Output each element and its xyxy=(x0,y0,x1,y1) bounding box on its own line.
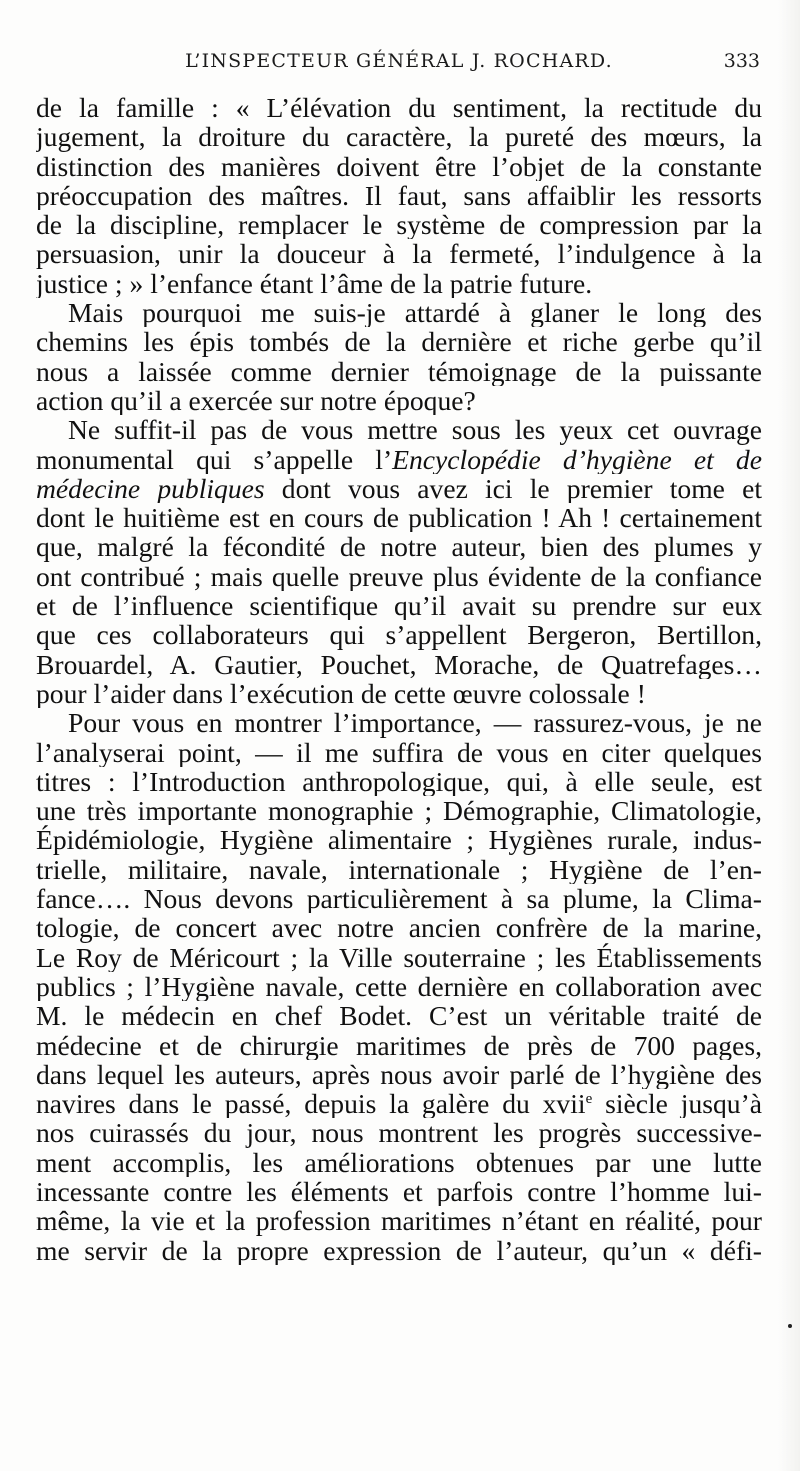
text-line xyxy=(36,1177,762,1206)
text-segment: de la famille : « L’élévation du sentiment, la rectitude du xyxy=(36,93,762,123)
text-line xyxy=(36,181,762,210)
text-line xyxy=(36,943,762,972)
text-line xyxy=(36,152,762,181)
text-segment: publics ; l’Hygiène navale, cette dernière en collaboration avec xyxy=(36,971,762,1002)
text-line xyxy=(36,327,762,356)
text-segment: incessante contre les éléments et parfois contre l’homme lui- xyxy=(36,1176,762,1207)
text-line xyxy=(36,445,762,474)
text-line xyxy=(36,357,762,386)
text-line xyxy=(36,386,762,415)
text-line xyxy=(36,532,762,561)
text-line xyxy=(36,708,762,737)
text-line xyxy=(36,239,762,268)
text-segment: Mais pourquoi me suis-je attardé à glaner le long des xyxy=(68,298,762,328)
text-segment: dont vous avez ici le premier tome et xyxy=(264,473,762,504)
text-segment: distinction des manières doivent être l’objet de la constante xyxy=(36,151,762,181)
text-segment: me servir de la propre expression de l’auteur, qu’un « défi- xyxy=(36,1235,762,1265)
text-line xyxy=(36,93,762,122)
text-line xyxy=(36,825,762,854)
text-line xyxy=(36,122,762,151)
superscript: e xyxy=(585,1090,593,1107)
text-line xyxy=(36,1206,762,1235)
text-line xyxy=(36,591,762,620)
text-line xyxy=(36,1001,762,1030)
text-segment: siècle jusqu’à xyxy=(592,1089,762,1119)
text-segment: tologie, de concert avec notre ancien confrère de la marine, xyxy=(36,913,762,943)
text-line xyxy=(36,913,762,942)
text-segment: ment accomplis, les améliorations obtenues par une lutte xyxy=(36,1147,762,1177)
text-segment: jugement, la droiture du caractère, la pureté des mœurs, la xyxy=(36,122,762,152)
text-segment: Épidémiologie, Hygiène alimentaire ; Hygiènes rurale, indus- xyxy=(36,825,762,855)
text-segment: que ces collaborateurs qui s’appellent Bergeron, Bertillon, xyxy=(36,620,762,650)
text-segment: médecine et de chirurgie maritimes de près de 700 pages, xyxy=(36,1030,762,1060)
text-line xyxy=(36,767,762,796)
margin-dot-mark xyxy=(788,1324,792,1328)
text-line xyxy=(36,474,762,503)
text-line xyxy=(36,1089,762,1118)
text-segment: persuasion, unir la douceur à la fermeté, l’indulgence à la xyxy=(36,239,762,269)
text-segment: dont le huitième est en cours de publication ! Ah ! certainement xyxy=(36,503,762,533)
text-line xyxy=(36,650,762,679)
text-segment: que, malgré la fécondité de notre auteur, bien des plumes y xyxy=(36,532,762,562)
text-segment: navires dans le passé, depuis la galère du xvii xyxy=(36,1089,586,1119)
text-segment: titres : l’Introduction anthropologique, qui, à elle seule, est xyxy=(36,766,762,797)
text-segment: Pour vous en montrer l’importance, — rassurez-vous, je ne xyxy=(68,708,762,738)
text-segment: Ne suffit-il pas de vous mettre sous les yeux cet ouvrage xyxy=(68,415,762,445)
body-text xyxy=(36,93,762,1265)
text-line xyxy=(36,855,762,884)
text-segment: trielle, militaire, navale, internationale ; Hygiène de l’en- xyxy=(36,854,762,885)
page-edge-shading xyxy=(778,0,800,1471)
text-segment: pour l’aider dans l’exécution de cette œuvre colossale ! xyxy=(36,678,646,709)
text-line xyxy=(36,1031,762,1060)
text-line xyxy=(36,298,762,327)
italic-text: médecine publiques xyxy=(36,473,265,504)
text-segment: fance…. Nous devons particulièrement à sa plume, la Clima- xyxy=(36,884,762,914)
text-segment: une très importante monographie ; Démographie, Climatologie, xyxy=(36,796,762,826)
text-segment: même, la vie et la profession maritimes n’étant en réalité, pour xyxy=(36,1206,762,1236)
text-line xyxy=(36,415,762,444)
text-line xyxy=(36,562,762,591)
text-line xyxy=(36,1118,762,1147)
text-segment: Brouardel, A. Gautier, Pouchet, Morache, de Quatrefages… xyxy=(36,649,762,679)
italic-text: Encyclopédie d’hygiène et de xyxy=(392,444,762,474)
text-segment: monumental qui s’appelle l’ xyxy=(36,444,393,474)
text-line xyxy=(36,620,762,649)
text-segment: nous a laissée comme dernier témoignage de la puissante xyxy=(36,356,762,386)
text-segment: de la discipline, remplacer le système de compression par la xyxy=(36,210,762,240)
text-line xyxy=(36,679,762,708)
text-line xyxy=(36,796,762,825)
text-segment: action qu’il a exercée sur notre époque? xyxy=(36,385,476,416)
page-number: 333 xyxy=(723,50,760,72)
text-segment: ont contribué ; mais quelle preuve plus évidente de la confiance xyxy=(36,561,762,592)
text-line xyxy=(36,269,762,298)
text-segment: nos cuirassés du jour, nous montrent les progrès successive- xyxy=(36,1118,762,1148)
text-line xyxy=(36,738,762,767)
running-head xyxy=(36,50,762,84)
text-line xyxy=(36,1148,762,1177)
running-title: L’INSPECTEUR GÉNÉRAL J. ROCHARD. xyxy=(185,50,613,72)
text-line xyxy=(36,210,762,239)
text-segment: l’analyserai point, — il me suffira de vous en citer quelques xyxy=(36,737,762,767)
text-segment: M. le médecin en chef Bodet. C’est un véritable traité de xyxy=(36,1001,762,1031)
text-line xyxy=(36,1236,762,1265)
text-segment: préoccupation des maîtres. Il faut, sans affaiblir les ressorts xyxy=(36,180,762,211)
text-line xyxy=(36,884,762,913)
text-segment: justice ; » l’enfance étant l’âme de la patrie future. xyxy=(36,268,593,299)
text-line xyxy=(36,503,762,532)
text-segment: et de l’influence scientifique qu’il avait su prendre sur eux xyxy=(36,591,762,621)
text-segment: Le Roy de Méricourt ; la Ville souterraine ; les Établissements xyxy=(36,942,762,972)
text-segment: chemins les épis tombés de la dernière et riche gerbe qu’il xyxy=(36,327,762,357)
text-line xyxy=(36,972,762,1001)
text-segment: dans lequel les auteurs, après nous avoir parlé de l’hygiène des xyxy=(36,1059,762,1090)
text-line xyxy=(36,1060,762,1089)
